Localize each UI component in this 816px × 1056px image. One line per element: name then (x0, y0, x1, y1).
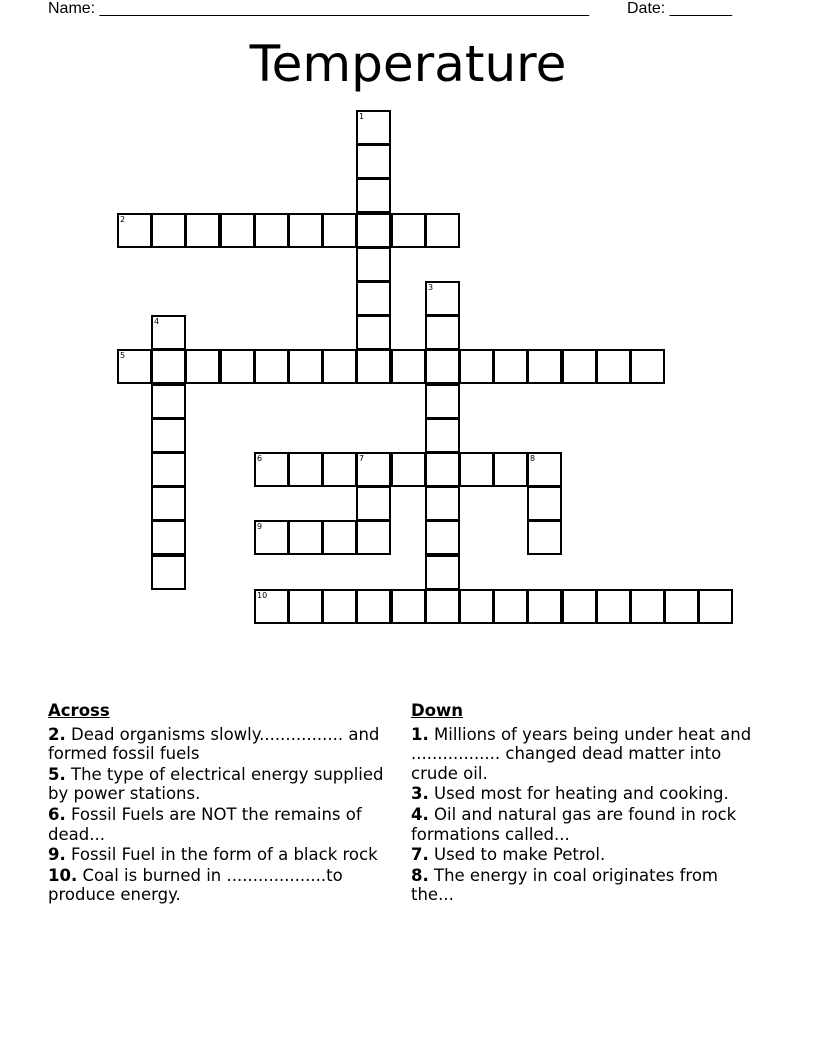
crossword-cell[interactable] (356, 452, 391, 487)
crossword-cell[interactable] (562, 589, 597, 624)
cell-number: 2 (120, 215, 126, 224)
clue-down-8 (411, 866, 756, 905)
cell-number: 8 (530, 454, 536, 463)
clue-down-4 (411, 805, 756, 844)
crossword-cell[interactable] (527, 486, 562, 521)
crossword-cell[interactable] (288, 520, 323, 555)
crossword-cell[interactable] (562, 349, 597, 384)
across-clues (48, 701, 393, 906)
crossword-cell[interactable] (220, 349, 255, 384)
clue-number: 10. (48, 865, 78, 885)
crossword-cell[interactable] (664, 589, 699, 624)
clue-across-10 (48, 866, 393, 905)
crossword-cell[interactable] (288, 213, 323, 248)
cell-number: 9 (257, 522, 263, 531)
clue-across-9 (48, 845, 393, 865)
crossword-cell[interactable] (596, 589, 631, 624)
crossword-cell[interactable] (596, 349, 631, 384)
crossword-cell[interactable] (527, 589, 562, 624)
down-heading: Down (411, 701, 464, 720)
clue-text: Dead organisms slowly................ and formed fossil fuels (48, 724, 380, 764)
clue-across-2 (48, 725, 393, 764)
crossword-cell[interactable] (322, 452, 357, 487)
crossword-cell[interactable] (391, 589, 426, 624)
clue-text: Used to make Petrol. (428, 845, 606, 865)
crossword-cell[interactable] (493, 349, 528, 384)
cell-number: 4 (154, 317, 160, 326)
clue-number: 3. (411, 784, 429, 804)
crossword-cell[interactable] (425, 213, 460, 248)
crossword-cell[interactable] (527, 520, 562, 555)
clue-text: Millions of years being under heat and ................. changed dead matter into crude oil. (411, 724, 752, 783)
clue-number: 7. (411, 845, 429, 865)
crossword-cell[interactable] (459, 589, 494, 624)
down-clues (411, 701, 756, 906)
crossword-cell[interactable] (151, 555, 186, 590)
crossword-cell[interactable] (185, 213, 220, 248)
crossword-cell[interactable] (425, 281, 460, 316)
crossword-cell[interactable] (391, 452, 426, 487)
crossword-cell[interactable] (527, 452, 562, 487)
crossword-cell[interactable] (151, 418, 186, 453)
clue-number: 4. (411, 804, 429, 824)
crossword-cell[interactable] (356, 589, 391, 624)
crossword-cell[interactable] (254, 520, 289, 555)
clue-number: 9. (48, 845, 66, 865)
crossword-cell[interactable] (254, 213, 289, 248)
crossword-cell[interactable] (425, 589, 460, 624)
crossword-cell[interactable] (151, 520, 186, 555)
clue-across-6 (48, 805, 393, 844)
crossword-cell[interactable] (117, 349, 152, 384)
crossword-cell[interactable] (493, 589, 528, 624)
clue-text: Used most for heating and cooking. (428, 784, 729, 804)
clue-text: The type of electrical energy supplied by power stations. (48, 764, 384, 804)
cell-number: 5 (120, 351, 126, 360)
crossword-cell[interactable] (322, 520, 357, 555)
clue-number: 1. (411, 724, 429, 744)
crossword-cell[interactable] (391, 349, 426, 384)
clue-number: 2. (48, 724, 66, 744)
crossword-cell[interactable] (356, 110, 391, 145)
crossword-cell[interactable] (425, 418, 460, 453)
crossword-cell[interactable] (356, 281, 391, 316)
crossword-cell[interactable] (151, 213, 186, 248)
crossword-cell[interactable] (425, 349, 460, 384)
crossword-cell[interactable] (356, 247, 391, 282)
crossword-cell[interactable] (630, 589, 665, 624)
crossword-cell[interactable] (356, 178, 391, 213)
crossword-cell[interactable] (630, 349, 665, 384)
cell-number: 6 (257, 454, 263, 463)
crossword-cell[interactable] (151, 452, 186, 487)
crossword-cell[interactable] (356, 486, 391, 521)
crossword-cell[interactable] (151, 315, 186, 350)
clue-number: 6. (48, 804, 66, 824)
crossword-cell[interactable] (425, 452, 460, 487)
crossword-cell[interactable] (425, 520, 460, 555)
clue-number: 5. (48, 764, 66, 784)
crossword-cell[interactable] (425, 384, 460, 419)
crossword-cell[interactable] (254, 349, 289, 384)
crossword-cell[interactable] (185, 349, 220, 384)
clue-across-5 (48, 765, 393, 804)
cell-number: 7 (359, 454, 365, 463)
crossword-cell[interactable] (254, 452, 289, 487)
crossword-cell[interactable] (151, 384, 186, 419)
clue-text: The energy in coal originates from the... (411, 865, 719, 905)
crossword-cell[interactable] (356, 144, 391, 179)
clue-text: Oil and natural gas are found in rock formations called... (411, 804, 737, 844)
date-field-label: Date: _______ (627, 0, 732, 17)
crossword-cell[interactable] (322, 349, 357, 384)
crossword-cell[interactable] (425, 315, 460, 350)
clue-down-3 (411, 784, 756, 804)
clue-number: 8. (411, 865, 429, 885)
clue-text: Fossil Fuels are NOT the remains of dead... (48, 804, 362, 844)
crossword-cell[interactable] (322, 589, 357, 624)
crossword-cell[interactable] (220, 213, 255, 248)
crossword-cell[interactable] (493, 452, 528, 487)
crossword-cell[interactable] (322, 213, 357, 248)
page-title: Temperature (249, 35, 567, 93)
clue-down-1 (411, 725, 756, 784)
crossword-cell[interactable] (151, 349, 186, 384)
clue-text: Fossil Fuel in the form of a black rock (65, 845, 378, 865)
cell-number: 10 (257, 591, 268, 600)
crossword-cell[interactable] (459, 349, 494, 384)
cell-number: 3 (428, 283, 434, 292)
crossword-cell[interactable] (527, 349, 562, 384)
cell-number: 1 (359, 112, 365, 121)
crossword-cell[interactable] (425, 486, 460, 521)
clue-down-7 (411, 845, 756, 865)
crossword-cell[interactable] (288, 589, 323, 624)
crossword-cell[interactable] (356, 213, 391, 248)
crossword-cell[interactable] (151, 486, 186, 521)
crossword-cell[interactable] (459, 452, 494, 487)
crossword-cell[interactable] (698, 589, 733, 624)
crossword-cell[interactable] (425, 555, 460, 590)
crossword-cell[interactable] (254, 589, 289, 624)
across-heading: Across (48, 701, 110, 720)
name-field-label: Name: _______________________________________________________ (48, 0, 589, 17)
clue-text: Coal is burned in ...................to produce energy. (48, 865, 343, 905)
crossword-cell[interactable] (288, 452, 323, 487)
crossword-cell[interactable] (117, 213, 152, 248)
crossword-cell[interactable] (356, 520, 391, 555)
crossword-cell[interactable] (288, 349, 323, 384)
crossword-cell[interactable] (391, 213, 426, 248)
crossword-cell[interactable] (356, 349, 391, 384)
crossword-cell[interactable] (356, 315, 391, 350)
